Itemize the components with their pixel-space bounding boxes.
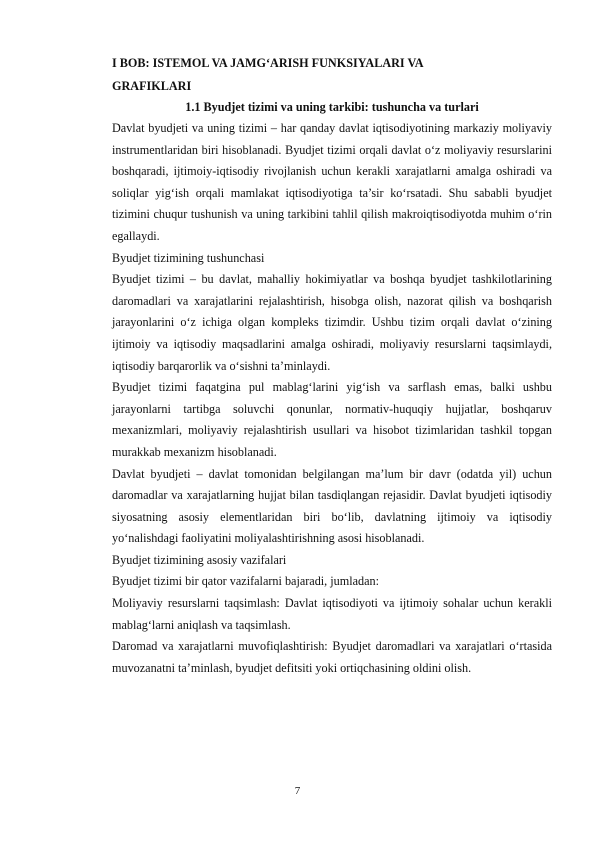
section-title: 1.1 Byudjet tizimi va uning tarkibi: tushuncha va turlari xyxy=(185,100,479,114)
paragraph-definition: Byudjet tizimi – bu davlat, mahalliy hokimiyatlar va boshqa byudjet tashkilotlarining daromadlari va xarajatlarini rejalashtirish, hisobga olish, nazorat qilish va boshqarish jarayonlarini o‘z ichiga olgan kompleks tizimdir. Ushbu tizim orqali davlat o‘zining ijtimoiy va iqtisodiy maqsadlarini amalga oshiradi, moliyaviy resurslarni taqsimlaydi, iqtisodiy barqarorlik va o‘sishni ta’minlaydi. xyxy=(112,272,552,373)
page-content xyxy=(112,52,552,679)
paragraph-intro: Davlat byudjeti va uning tizimi – har qanday davlat iqtisodiyotining markaziy moliyaviy instrumentlaridan biri hisoblanadi. Byudjet tizimi orqali davlat o‘z moliyaviy resurslarini boshqaradi, ijtimoiy-iqtisodiy rivojlanish uchun kerakli xarajatlarni amalga oshiradi va soliqlar yig‘ish orqali mamlakat iqtisodiyotiga ta’sir ko‘rsatadi. Shu sababli byudjet tizimini chuqur tushunish va uning tarkibini tahlil qilish makroiqtisodiyotda muhim o‘rin egallaydi. xyxy=(112,121,552,243)
chapter-title-line2: GRAFIKLARI xyxy=(112,79,192,93)
list-item-income-expense-coordination: Daromad va xarajatlarni muvofiqlashtirish: Byudjet daromadlari va xarajatlari o‘rtasida muvozanatni ta’minlash, byudjet defitsiti yoki ortiqchasining oldini olish. xyxy=(112,639,552,675)
paragraph-functions-intro: Byudjet tizimi bir qator vazifalarni bajaradi, jumladan: xyxy=(112,574,380,589)
chapter-title xyxy=(112,52,552,98)
page-number: 7 xyxy=(294,785,301,797)
subheading-functions: Byudjet tizimining asosiy vazifalari xyxy=(112,552,287,567)
paragraph-mechanism: Byudjet tizimi faqatgina pul mablag‘larini yig‘ish va sarflash emas, balki ushbu jarayonlarni tartibga soluvchi qonunlar, normativ-huquqiy hujjatlar, boshqaruv mexanizmlari, moliyaviy rejalashtirish usullari va hisobot tizimlaridan tashkil topgan murakkab mexanizm hisoblanadi. xyxy=(112,380,552,459)
chapter-title-line1: I BOB: ISTEMOL VA JAMG‘ARISH FUNKSIYALARI VA xyxy=(112,56,424,70)
paragraph-state-budget: Davlat byudjeti – davlat tomonidan belgilangan ma’lum bir davr (odatda yil) uchun daromadlar va xarajatlarning hujjat bilan tasdiqlangan rejasidir. Davlat byudjeti iqtisodiy siyosatning asosiy elementlaridan biri bo‘lib, davlatning ijtimoiy va iqtisodiy yo‘nalishdagi faoliyatini moliyalashtirishning asosi hisoblanadi. xyxy=(112,466,552,546)
list-item-resource-allocation: Moliyaviy resurslarni taqsimlash: Davlat iqtisodiyoti va ijtimoiy sohalar uchun kerakli mablag‘larni aniqlash va taqsimlash. xyxy=(112,596,552,632)
subheading-concept: Byudjet tizimining tushunchasi xyxy=(112,250,265,265)
